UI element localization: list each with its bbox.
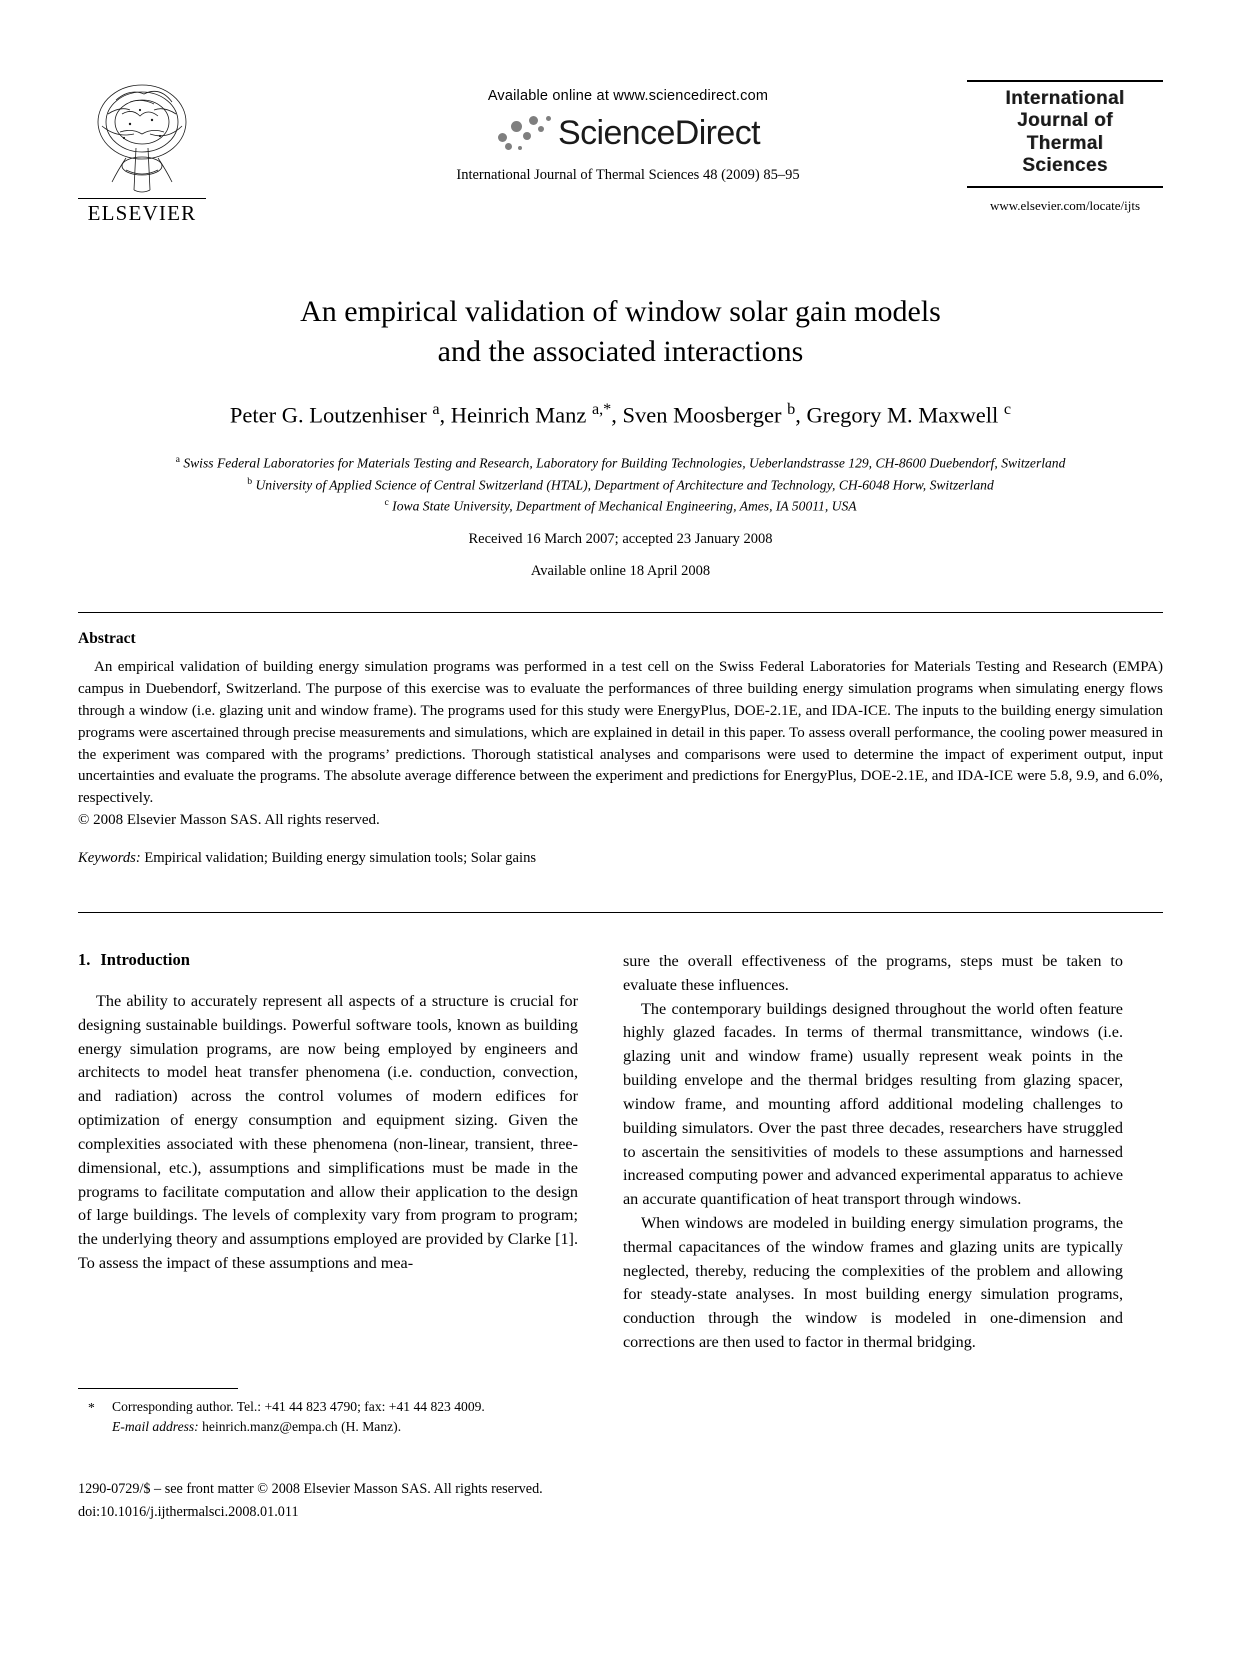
- section-heading-introduction: [78, 950, 578, 970]
- section-number: 1.: [78, 950, 91, 969]
- paragraph-intro-3: When windows are modeled in building energy simulation programs, the thermal capacitances of the window frames and glazing units are typically neglected, thereby, reducing the complexities of the problem and allowing for steady-state analyses. In most building energy simulation programs, conduction through the window is modeled in one-dimension and corrections are then used to factor in thermal bridging.: [623, 1213, 1123, 1351]
- affiliations: [78, 452, 1163, 517]
- footnote-email-label: E-mail address:: [112, 1419, 199, 1435]
- divider-bottom: [78, 912, 1163, 913]
- column-left: [78, 950, 578, 1276]
- doi-line[interactable]: doi:10.1016/j.ijthermalsci.2008.01.011: [78, 1504, 299, 1520]
- keywords: [78, 850, 1163, 867]
- section-title: Introduction: [100, 950, 190, 969]
- abstract-section: [78, 630, 1163, 867]
- paragraph-intro-2: The contemporary buildings designed throughout the world often feature highly glazed facades. In terms of thermal transmittance, windows (i.e. glazing unit and window frame) usually represent weak points in the building envelope and the thermal bridges resulting from glazing spacer, window frame, and mounting afford additional modeling challenges to building simulators. Over the past three decades, researchers have struggled to ascertain the sensitivities of models to these assumptions and harnessed increased computing power and advanced experimental apparatus to achieve an accurate quantification of heat transport through windows.: [623, 999, 1123, 1209]
- elsevier-tree-icon: [86, 78, 198, 196]
- keywords-value: Empirical validation; Building energy simulation tools; Solar gains: [144, 850, 537, 867]
- elsevier-logo: [78, 78, 206, 226]
- journal-badge-line-3: Thermal: [1026, 132, 1104, 154]
- title-line-1: An empirical validation of window solar gain models: [300, 295, 941, 328]
- title-line-2: and the associated interactions: [437, 334, 804, 368]
- column-right: [623, 950, 1123, 1355]
- abstract-copyright: © 2008 Elsevier Masson SAS. All rights reserved.: [78, 812, 380, 829]
- sciencedirect-dots-icon: [496, 111, 558, 155]
- keywords-label: Keywords:: [78, 850, 141, 867]
- journal-header: [78, 70, 1163, 245]
- front-matter: [78, 1478, 638, 1524]
- journal-badge-line-1: International: [1005, 88, 1125, 109]
- publication-dates: [78, 524, 1163, 588]
- abstract-text: An empirical validation of building energy simulation programs was performed in a test cell on the Swiss Federal Laboratories for Materials Testing and Research (EMPA) campus in Duebendorf, Switzerland. The purpose of this exercise was to evaluate the performances of three building energy simulation programs when simulating energy flows through a window (i.e. glazing unit and window frame). The programs used for this study were EnergyPlus, DOE-2.1E, and IDA-ICE. The inputs to the building energy simulation programs were ascertained through precise measurements and simulations, which are explained in detail in this paper. To assess overall performance, the cooling power measured in the experiment was compared with the programs’ predictions. Thorough statistical analyses and comparisons were used to determine the impact of experiment output, input uncertainties and evaluate the programs. The absolute average difference between the experiment and predictions for EnergyPlus, DOE-2.1E, and IDA-ICE were 5.8, 9.9, and 6.0%, respectively.: [78, 659, 1163, 807]
- journal-badge: [967, 80, 1163, 214]
- elsevier-wordmark: ELSEVIER: [78, 198, 206, 226]
- footnote-corresponding-text: Corresponding author. Tel.: +41 44 823 4790; fax: +41 44 823 4009.: [112, 1399, 485, 1414]
- received-date: Received 16 March 2007; accepted 23 January 2008: [468, 531, 773, 547]
- footnote-divider: [78, 1388, 238, 1389]
- paragraph-intro-1: The ability to accurately represent all aspects of a structure is crucial for designing sustainable buildings. Powerful software tools, known as building energy simulation programs, are now being employed by engineers and architects to model heat transfer phenomena (i.e. conduction, convection, and radiation) across the control volumes of modern edifices for optimization of energy consumption and equipment sizing. Given the complexities associated with these phenomena (non-linear, transient, three-dimensional, etc.), assumptions and simplifications must be made in the programs to facilitate computation and allow their application to the design of large buildings. The levels of complexity vary from program to program; the underlying theory and assumptions employed are provided by Clarke [1]. To assess the impact of these assumptions and mea-: [78, 992, 578, 1272]
- affiliation-b: $^b$ University of Applied Science of Central Switzerland (HTAL), Department of Architecture and Technology, CH-6048 Horw, Switzerland: [247, 475, 994, 493]
- affiliation-a: $^a$ Swiss Federal Laboratories for Materials Testing and Research, Laboratory for Building Technologies, Ueberlandstrasse 129, CH-8600 Duebendorf, Switzerland: [175, 454, 1066, 471]
- journal-citation: International Journal of Thermal Sciences 48 (2009) 85–95: [456, 167, 800, 183]
- available-online-text: Available online at www.sciencedirect.com: [487, 88, 769, 104]
- journal-url: www.elsevier.com/locate/ijts: [989, 197, 1141, 213]
- sciencedirect-wordmark: ScienceDirect: [558, 113, 760, 152]
- author-list: Peter G. Loutzenhiser $^a$, Heinrich Manz $^{a,*}$, Sven Moosberger $^b$, Gregory M. Maxwell $^c$: [229, 400, 1012, 428]
- divider-top: [78, 612, 1163, 613]
- footnote-email-value[interactable]: heinrich.manz@empa.ch (H. Manz).: [202, 1419, 402, 1435]
- available-online-date: Available online 18 April 2008: [530, 562, 711, 579]
- issn-copyright-line: 1290-0729/$ – see front matter © 2008 Elsevier Masson SAS. All rights reserved.: [78, 1481, 543, 1497]
- paragraph-intro-1-cont: sure the overall effectiveness of the programs, steps must be taken to evaluate these influences.: [623, 952, 1123, 994]
- affiliation-c: $^c$ Iowa State University, Department of Mechanical Engineering, Ames, IA 50011, USA: [384, 497, 857, 514]
- sciencedirect-block: [318, 88, 938, 184]
- page-title: [78, 292, 1163, 371]
- abstract-heading: Abstract: [78, 630, 136, 647]
- body-columns: [78, 950, 1163, 1420]
- footnote-marker: *: [88, 1400, 95, 1415]
- journal-badge-line-2: Journal of: [1017, 110, 1113, 132]
- footnote-email: [78, 1417, 578, 1437]
- footnote-corresponding-author: [78, 1397, 578, 1417]
- journal-badge-line-4: Sciences: [1022, 155, 1108, 177]
- footnote-block: [78, 1388, 578, 1438]
